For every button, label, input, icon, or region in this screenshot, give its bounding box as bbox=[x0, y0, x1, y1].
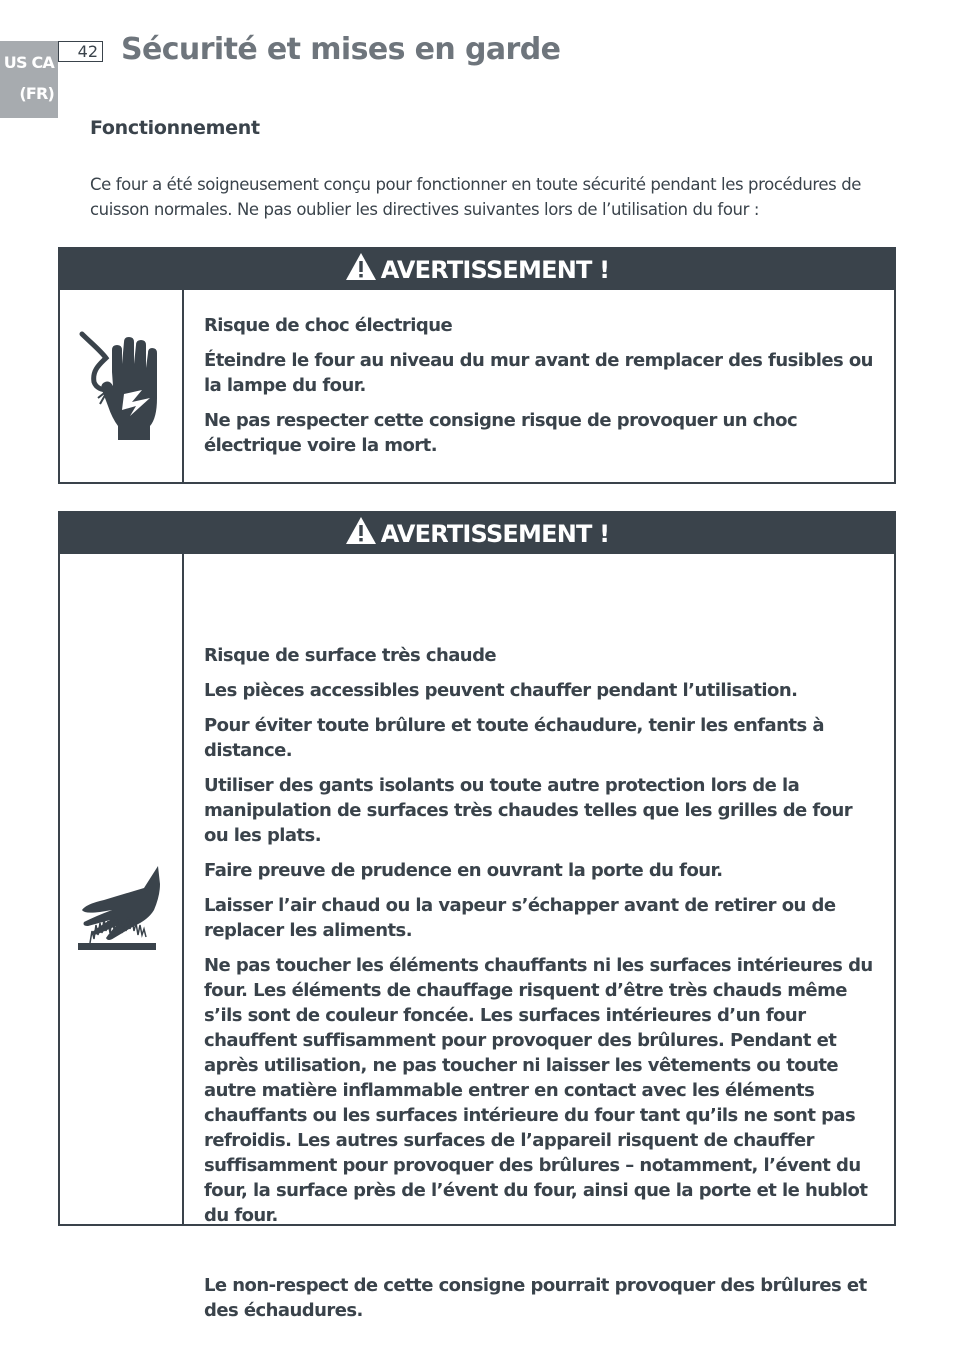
hot-surface-hand-icon bbox=[60, 554, 182, 1224]
warning-text bbox=[184, 290, 894, 482]
warning-box-electric bbox=[58, 247, 896, 484]
warning-line: Faire preuve de prudence en ouvrant la porte du four. bbox=[204, 860, 723, 881]
warning-line: Risque de choc électrique bbox=[204, 315, 453, 336]
warning-line: Ne pas respecter cette consigne risque de provoquer un choc électrique voire la mort. bbox=[204, 410, 798, 456]
warning-line: Utiliser des gants isolants ou toute autre protection lors de la manipulation de surfaces très chaudes telles que les grilles de four ou les plats. bbox=[204, 775, 853, 846]
warning-header bbox=[60, 513, 894, 554]
icon-cell bbox=[60, 554, 184, 1224]
electric-shock-hand-icon bbox=[60, 290, 182, 482]
warning-line: Le non-respect de cette consigne pourrait provoquer des brûlures et des échaudures. bbox=[204, 1275, 867, 1321]
warning-title: AVERTISSEMENT ! bbox=[380, 255, 610, 284]
warning-line: Risque de surface très chaude bbox=[204, 645, 497, 666]
warning-text bbox=[184, 554, 894, 1321]
warning-triangle-icon bbox=[345, 516, 377, 545]
warning-line: Pour éviter toute brûlure et toute échaudure, tenir les enfants à distance. bbox=[204, 715, 824, 761]
icon-cell bbox=[60, 290, 184, 482]
intro-paragraph: Ce four a été soigneusement conçu pour fonctionner en toute sécurité pendant les procédures de cuisson normales. Ne pas oublier les directives suivantes lors de l’utilisation du four : bbox=[90, 175, 862, 219]
warning-header bbox=[60, 249, 894, 290]
warning-box-hot-surface bbox=[58, 511, 896, 1321]
warning-line: Éteindre le four au niveau du mur avant de remplacer des fusibles ou la lampe du four. bbox=[204, 350, 873, 396]
language-tab bbox=[0, 41, 58, 118]
page-title: Sécurité et mises en garde bbox=[121, 32, 561, 67]
warning-line: Ne pas toucher les éléments chauffants ni les surfaces intérieures du four. Les éléments de chauffage risquent d’être très chauds même s’ils sont de couleur foncée. Les surfaces intérieures d’un four chauffent suffisamment pour provoquer des brûlures. Pendant et après utilisation, ne pas toucher ni laisser les vêtements ou toute autre matière inflammable entrer en contact avec les éléments chauffants ou les surfaces intérieure du four tant qu’ils ne sont pas refroidis. Les autres surfaces de l’appareil risquent de chauffer suffisamment pour provoquer des brûlures – notamment, l’évent du four, la surface près de l’évent du four, ainsi que la porte et le hublot du four. bbox=[204, 955, 873, 1226]
warning-title: AVERTISSEMENT ! bbox=[380, 519, 610, 548]
warning-line: Laisser l’air chaud ou la vapeur s’échapper avant de retirer ou de replacer les aliments. bbox=[204, 895, 836, 941]
language-tab-lang: (FR) bbox=[19, 84, 54, 103]
page-number: 42 bbox=[58, 41, 103, 62]
warning-triangle-icon bbox=[345, 252, 377, 281]
language-tab-region: US CA bbox=[3, 53, 54, 72]
section-heading: Fonctionnement bbox=[90, 117, 260, 139]
warning-line: Les pièces accessibles peuvent chauffer pendant l’utilisation. bbox=[204, 680, 798, 701]
